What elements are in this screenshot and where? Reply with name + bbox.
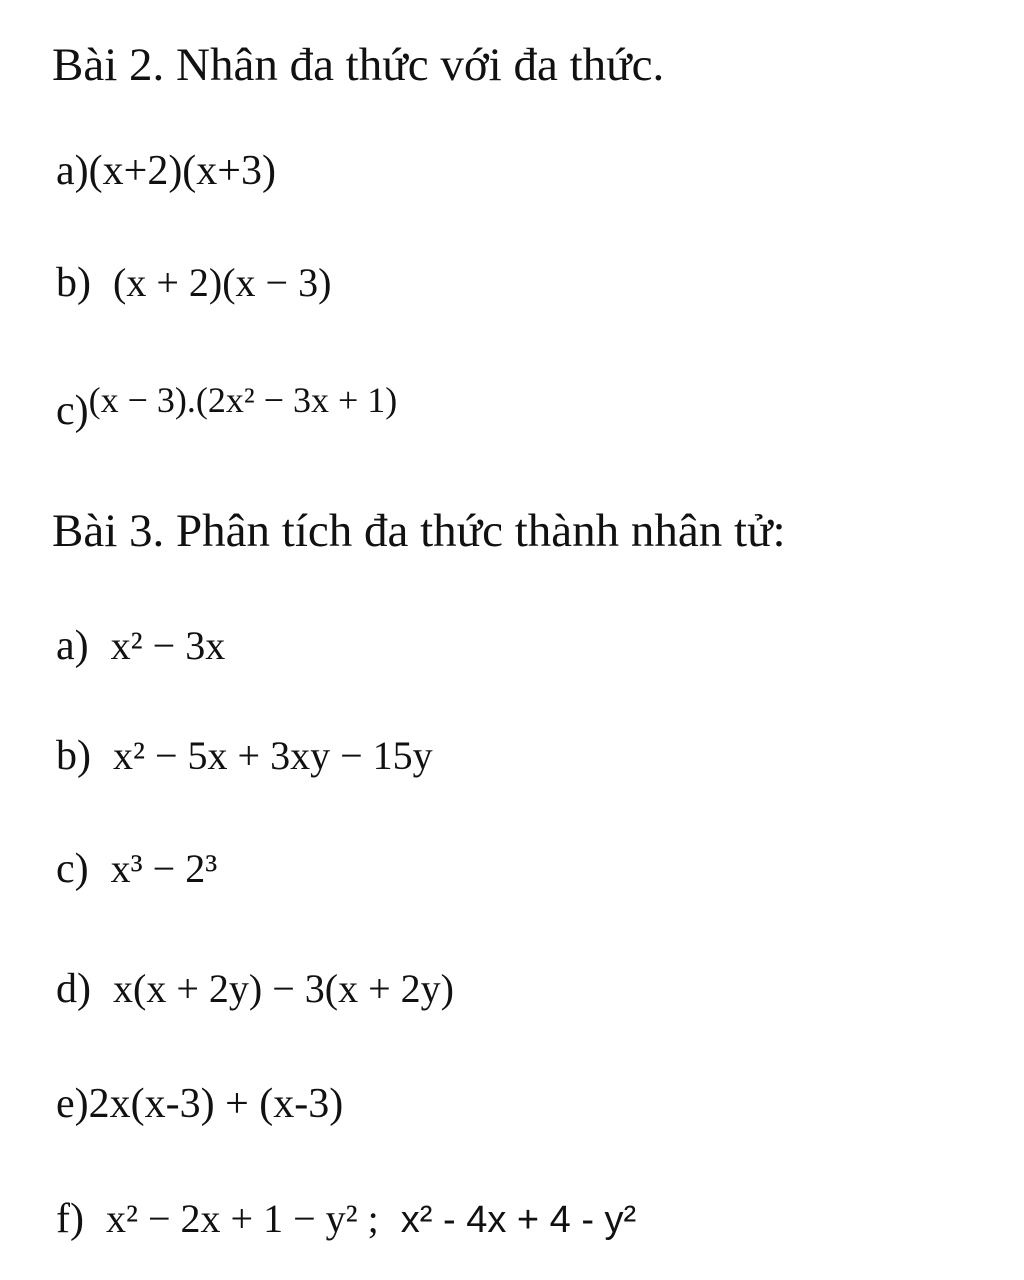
item-label: b) — [56, 733, 91, 779]
item-label: c) — [56, 846, 89, 892]
exercise-2-item-c — [56, 380, 398, 434]
item-label: a) — [56, 623, 89, 669]
exercise-3-item-a — [56, 625, 225, 667]
item-expression-2: x² - 4x + 4 - y² — [400, 1199, 637, 1241]
exercise-3-title: Bài 3. Phân tích đa thức thành nhân tử: — [52, 505, 786, 557]
item-label: b) — [56, 260, 91, 306]
item-expression: x³ − 2³ — [110, 846, 218, 891]
exercise-3-item-f — [56, 1198, 636, 1240]
item-expression: (x+2)(x+3) — [88, 148, 276, 194]
exercise-3-item-b — [56, 735, 433, 777]
exercise-2-item-a — [56, 150, 276, 192]
exercise-3-item-c — [56, 848, 217, 890]
item-expression: x² − 3x — [110, 623, 226, 668]
item-expression: x² − 5x + 3xy − 15y — [113, 733, 433, 778]
item-label: f) — [56, 1196, 84, 1242]
item-label: d) — [56, 966, 91, 1012]
item-expression: (x − 3).(2x² − 3x + 1) — [88, 380, 398, 420]
item-expression: 2x(x-3) + (x-3) — [88, 1081, 344, 1127]
item-label: e) — [56, 1081, 89, 1127]
item-expression-1: x² − 2x + 1 − y² ; — [105, 1196, 379, 1241]
item-label: a) — [56, 148, 89, 194]
item-label: c) — [56, 388, 89, 434]
item-expression: x(x + 2y) − 3(x + 2y) — [113, 966, 454, 1011]
exercise-2-item-b — [56, 262, 331, 304]
item-expression: (x + 2)(x − 3) — [113, 260, 332, 305]
exercise-2-title: Bài 2. Nhân đa thức với đa thức. — [52, 39, 665, 91]
exercise-3-item-e — [56, 1083, 343, 1125]
exercise-3-item-d — [56, 968, 454, 1010]
